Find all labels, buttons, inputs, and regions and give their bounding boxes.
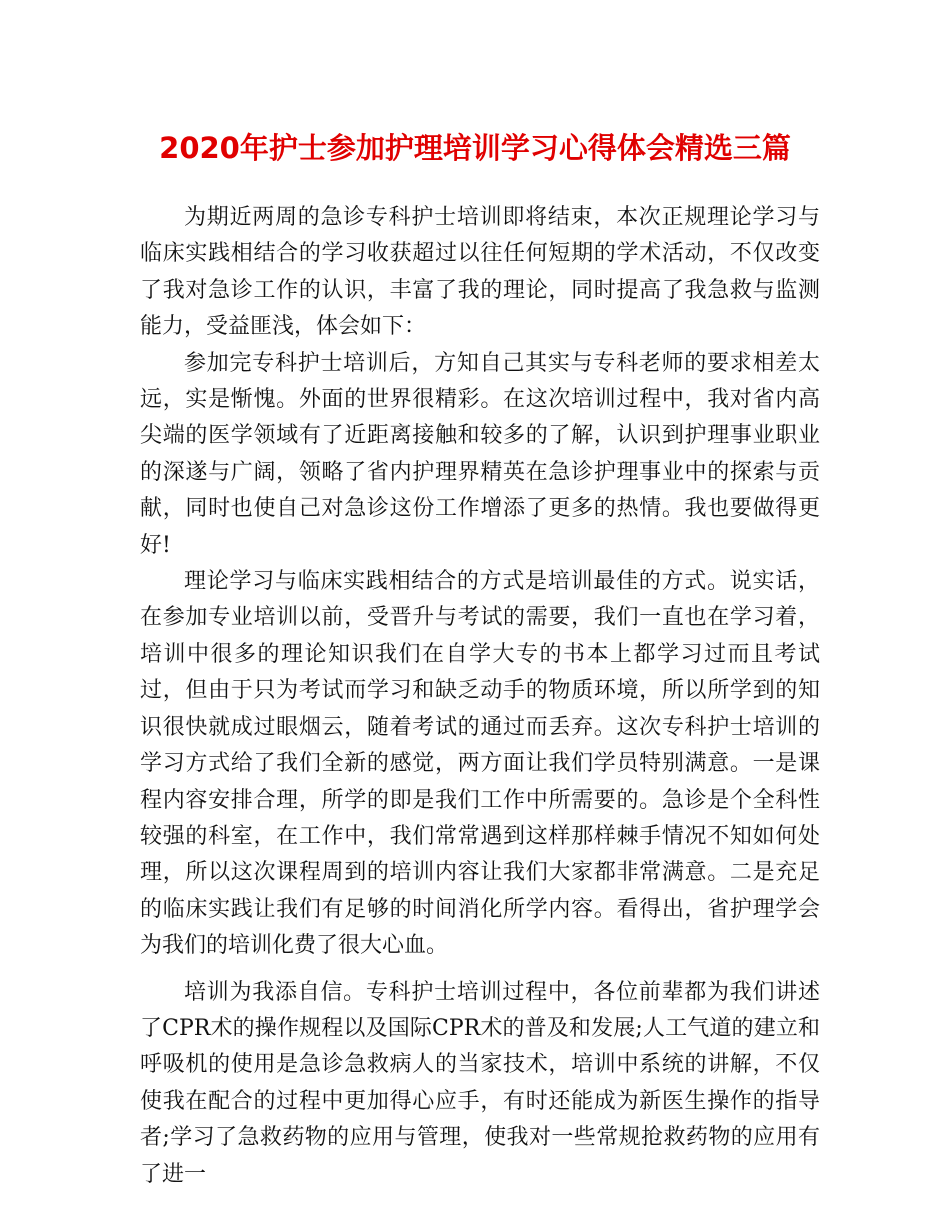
paragraph-intro: 为期近两周的急诊专科护士培训即将结束，本次正规理论学习与临床实践相结合的学习收获超过以往任何短期的学术活动，不仅改变了我对急诊工作的认识，丰富了我的理论，同时提高了我急救与监测能力，受益匪浅，体会如下： xyxy=(140,205,820,340)
document-title: 2020年护士参加护理培训学习心得体会精选三篇 xyxy=(159,131,791,165)
document-body xyxy=(140,200,820,1193)
paragraph-reflection: 参加完专科护士培训后，方知自己其实与专科老师的要求相差太远，实是惭愧。外面的世界很精彩。在这次培训过程中，我对省内高尖端的医学领域有了近距离接触和较多的了解，认识到护理事业职业的深遂与广阔，领略了省内护理界精英在急诊护理事业中的探索与贡献，同时也使自己对急诊这份工作增添了更多的热情。我也要做得更好! xyxy=(140,350,820,558)
paragraph-training-method: 理论学习与临床实践相结合的方式是培训最佳的方式。说实话，在参加专业培训以前，受晋升与考试的需要，我们一直也在学习着，培训中很多的理论知识我们在自学大专的书本上都学习过而且考试过，但由于只为考试而学习和缺乏动手的物质环境，所以所学到的知识很快就成过眼烟云，随着考试的通过而丢弃。这次专科护士培训的学习方式给了我们全新的感觉，两方面让我们学员特别满意。一是课程内容安排合理，所学的即是我们工作中所需要的。急诊是个全科性较强的科室，在工作中，我们常常遇到这样那样棘手情况不知如何处理，所以这次课程周到的培训内容让我们大家都非常满意。二是充足的临床实践让我们有足够的时间消化所学内容。看得出，省护理学会为我们的培训化费了很大心血。 xyxy=(140,569,820,959)
paragraph-confidence: 培训为我添自信。专科护士培训过程中，各位前辈都为我们讲述了CPR术的操作规程以及国际CPR术的普及和发展;人工气道的建立和呼吸机的使用是急诊急救病人的当家技术，培训中系统的讲解，不仅使我在配合的过程中更加得心应手，有时还能成为新医生操作的指导者;学习了急救药物的应用与管理，使我对一些常规抢救药物的应用有了进一 xyxy=(140,979,820,1187)
